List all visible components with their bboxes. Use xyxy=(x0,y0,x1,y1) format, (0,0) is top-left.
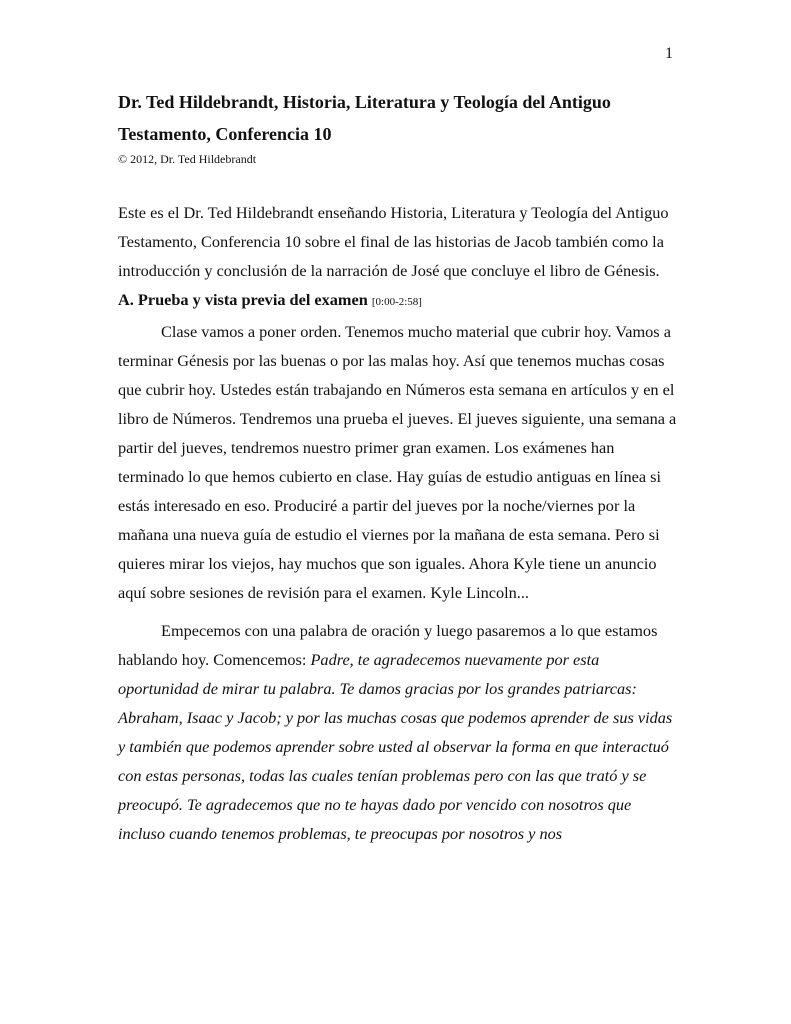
paragraph-2-lead: Empecemos con una palabra de oración y luego pasaremos a lo que estamos hablando hoy. Comencemos: xyxy=(118,621,658,669)
document-body xyxy=(118,86,678,848)
prayer-text: Padre, te agradecemos nuevamente por esta oportunidad de mirar tu palabra. Te damos gracias por los grandes patriarcas: Abraham, Isaac y Jacob; y por las muchas cosas que podemos aprender de sus vidas y también que podemos aprender sobre usted al observar la forma en que interactuó con estas personas, todas las cuales tenían problemas pero con las que trató y se preocupó. Te agradecemos que no te hayas dado por vencido con nosotros que incluso cuando tenemos problemas, te preocupas por nosotros y nos xyxy=(118,650,673,843)
section-timecode: [0:00-2:58] xyxy=(371,296,422,308)
section-heading xyxy=(118,285,678,317)
intro-paragraph: Este es el Dr. Ted Hildebrandt enseñando Historia, Literatura y Teología del Antiguo Testamento, Conferencia 10 sobre el final de las historias de Jacob también como la introducción y conclusión de la narración de José que concluye el libro de Génesis. xyxy=(118,203,669,280)
section-heading-text: A. Prueba y vista previa del examen xyxy=(118,290,368,309)
body-paragraph-1: Clase vamos a poner orden. Tenemos mucho material que cubrir hoy. Vamos a terminar Génesis por las buenas o por las malas hoy. Así que tenemos muchas cosas que cubrir hoy. Ustedes están trabajando en Números esta semana en artículos y en el libro de Números. Tendremos una prueba el jueves. El jueves siguiente, una semana a partir del jueves, tendremos nuestro primer gran examen. Los exámenes han terminado lo que hemos cubierto en clase. Hay guías de estudio antiguas en línea si estás interesado en eso. Produciré a partir del jueves por la noche/viernes por la mañana una nueva guía de estudio el viernes por la mañana de esta semana. Pero si quieres mirar los viejos, hay muchos que son iguales. Ahora Kyle tiene un anuncio aquí sobre sesiones de revisión para el examen. Kyle Lincoln... xyxy=(118,322,677,602)
body-paragraph-2 xyxy=(118,616,678,848)
page-number: 1 xyxy=(665,45,673,62)
document-title: Dr. Ted Hildebrandt, Historia, Literatura y Teología del Antiguo Testamento, Conferencia 10 xyxy=(118,92,611,144)
copyright-line: © 2012, Dr. Ted Hildebrandt xyxy=(118,152,257,166)
